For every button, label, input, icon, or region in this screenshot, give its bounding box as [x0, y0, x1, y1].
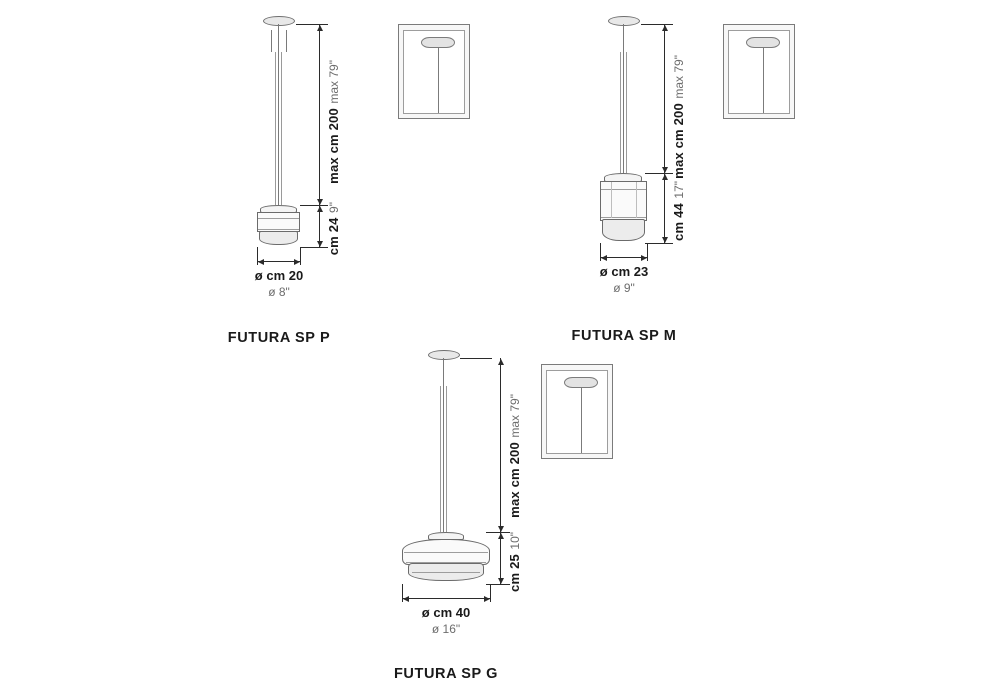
diameter-label-sp-g [386, 605, 506, 636]
canopy-sp-p [263, 16, 295, 26]
cable-tertiary-sp-p [281, 52, 282, 205]
drop-dim-tick-bottom-sp-m [645, 173, 673, 174]
height-metric-sp-p: cm 24 [326, 217, 341, 256]
drop-dim-tick-bottom-sp-p [300, 205, 328, 206]
shade-lower-sp-m [602, 219, 645, 241]
shade-sp-g [400, 532, 492, 584]
model-name-sp-m: FUTURA SP M [571, 328, 677, 344]
drop-dim-tick-top-sp-p [296, 24, 328, 25]
inset-detail-sp-g [536, 354, 616, 462]
inset-top-edge-sp-m [723, 24, 795, 25]
diameter-arrow-left-sp-p [258, 259, 264, 265]
drop-dim-arrow-top-sp-m [662, 25, 668, 31]
model-name-sp-g: FUTURA SP G [393, 666, 499, 682]
drop-dim-line-sp-g [500, 358, 501, 532]
shade-seam-2-sp-m [601, 217, 646, 218]
diameter-arrow-left-sp-g [403, 596, 409, 602]
diameter-arrow-right-sp-p [294, 259, 300, 265]
cable-main-sp-p [278, 30, 279, 205]
diameter-label-sp-p [219, 268, 339, 299]
drop-metric-sp-m: max cm 200 [671, 103, 686, 179]
drop-dimension-label-sp-g [507, 394, 524, 518]
cable-main-sp-m [623, 30, 624, 173]
cable-tertiary-sp-g [446, 386, 447, 532]
drop-dim-arrow-top-sp-p [317, 25, 323, 31]
cable-tertiary-sp-m [626, 52, 627, 173]
diameter-imperial-sp-p: ø 8" [268, 285, 290, 299]
diameter-tick-right-sp-g [490, 584, 491, 602]
height-dimension-label-sp-g [507, 532, 524, 592]
drop-dim-tick-top-sp-m [641, 24, 673, 25]
diameter-dim-line-sp-g [402, 598, 491, 599]
drop-dim-line-sp-m [664, 24, 665, 173]
shade-rib-left-sp-m [611, 182, 612, 218]
diameter-arrow-left-sp-m [601, 255, 607, 261]
shade-seam-2-sp-g [406, 562, 486, 563]
cable-secondary-sp-m [620, 52, 621, 173]
drop-metric-sp-p: max cm 200 [326, 108, 341, 184]
diameter-tick-right-sp-m [647, 243, 648, 261]
shade-lower-sp-p [259, 231, 298, 245]
height-dim-tick-bottom-sp-m [645, 243, 673, 244]
diameter-metric-sp-m: ø cm 23 [599, 264, 649, 279]
diameter-imperial-sp-g: ø 16" [431, 622, 461, 636]
height-imperial-sp-g: 10" [508, 532, 522, 550]
inset-top-edge-sp-g [541, 364, 613, 365]
height-dimension-label-sp-m [671, 181, 688, 241]
model-name-sp-p: FUTURA SP P [227, 330, 331, 346]
height-imperial-sp-p: 9" [327, 202, 341, 213]
height-dim-arrow-top-sp-g [498, 533, 504, 539]
diameter-arrow-right-sp-m [641, 255, 647, 261]
diameter-tick-right-sp-p [300, 247, 301, 265]
shade-body-sp-m [600, 181, 647, 221]
diameter-label-sp-m [564, 264, 684, 295]
height-dim-arrow-top-sp-p [317, 206, 323, 212]
canopy-sp-g [428, 350, 460, 360]
diameter-imperial-sp-m: ø 9" [613, 281, 635, 295]
height-metric-sp-g: cm 25 [507, 554, 522, 592]
diameter-arrow-right-sp-g [484, 596, 490, 602]
shade-sp-m [599, 173, 649, 243]
height-dim-line-sp-g [500, 532, 501, 584]
shade-seam-1-sp-m [601, 189, 646, 190]
height-metric-sp-m: cm 44 [671, 203, 686, 241]
drop-imperial-sp-p: max 79" [327, 60, 341, 104]
shade-seam-3-sp-g [412, 572, 480, 573]
cable-secondary-sp-g [440, 386, 441, 532]
shade-seam-1-sp-p [258, 218, 299, 219]
inset-stem-sp-m [763, 47, 764, 113]
cable-secondary-sp-p [275, 52, 276, 205]
drop-imperial-sp-g: max 79" [508, 394, 522, 438]
variant-futura-sp-g [160, 336, 680, 696]
inset-detail-sp-m [718, 14, 798, 122]
variant-futura-sp-m [325, 0, 825, 350]
drop-dim-tick-top-sp-g [460, 358, 492, 359]
shade-sp-p [256, 205, 301, 247]
height-dim-tick-bottom-sp-p [300, 247, 328, 248]
drop-dim-arrow-top-sp-g [498, 359, 504, 365]
drop-dim-line-sp-p [319, 24, 320, 205]
height-dim-line-sp-m [664, 173, 665, 243]
canopy-sp-m [608, 16, 640, 26]
shade-seam-1-sp-g [404, 552, 488, 553]
cable-splitter-sp-p [271, 30, 287, 52]
cable-main-sp-g [443, 364, 444, 532]
height-imperial-sp-m: 17" [672, 181, 686, 199]
shade-seam-2-sp-p [258, 229, 299, 230]
shade-rib-right-sp-m [636, 182, 637, 218]
drop-metric-sp-g: max cm 200 [507, 442, 522, 518]
diameter-metric-sp-p: ø cm 20 [254, 268, 304, 283]
drop-dimension-label-sp-m [671, 55, 688, 179]
drop-imperial-sp-m: max 79" [672, 55, 686, 99]
height-dim-arrow-top-sp-m [662, 174, 668, 180]
inset-stem-sp-g [581, 387, 582, 453]
diameter-metric-sp-g: ø cm 40 [421, 605, 471, 620]
